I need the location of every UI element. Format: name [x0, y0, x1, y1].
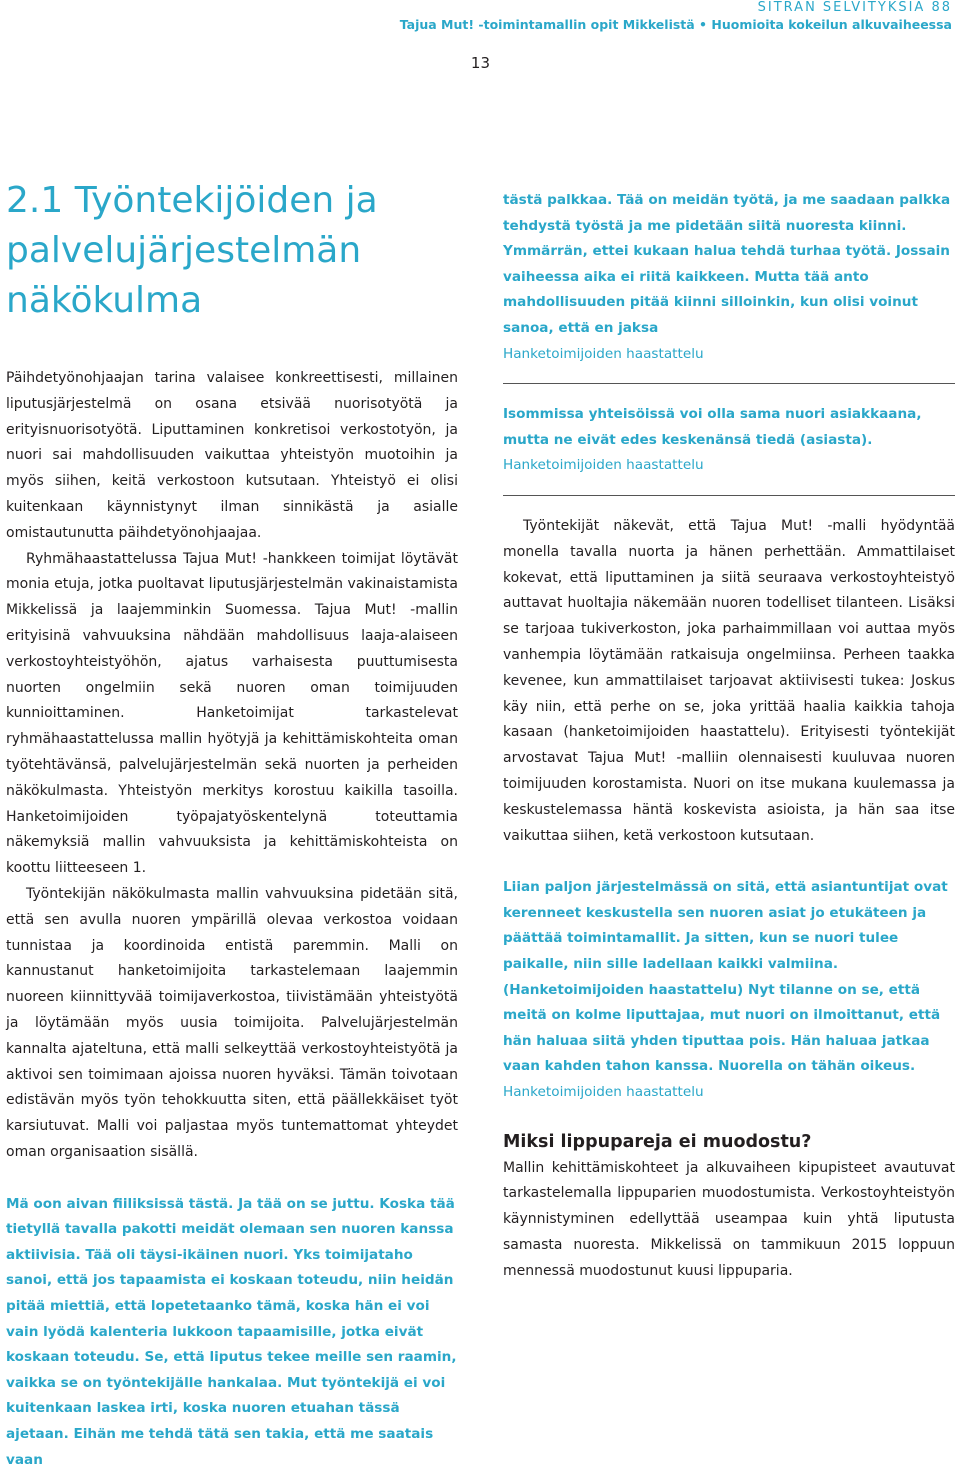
right-column — [503, 188, 955, 1285]
series-title: SITRAN SELVITYKSIÄ 88 — [757, 0, 952, 15]
spacer — [6, 1166, 458, 1192]
quote-source: Hanketoimijoiden haastattelu — [503, 457, 704, 474]
interview-quote: Isommissa yhteisöissä voi olla sama nuori asiakkaana, mutta ne eivät edes keskenänsä tiedä (asiasta). — [503, 406, 922, 448]
section-title: 2.1 Työntekijöiden ja palvelujärjestelmän näkökulma — [6, 180, 378, 321]
page-number: 13 — [470, 54, 490, 72]
divider — [503, 495, 955, 496]
quote-source: Hanketoimijoiden haastattelu — [503, 1084, 704, 1101]
left-column — [6, 176, 458, 1473]
paragraph-flag-pairs: Mallin kehittämiskohteet ja alkuvaiheen kipupisteet avautuvat tarkastelemalla lippuparien muodostumista. Verkostoyhteistyön käynnistyminen edellyttää useampaa kuin yhtä liputusta samasta nuoresta. Mikkelissä on tammikuun 2015 loppuun mennessä muodostunut kuusi lippuparia. — [503, 1159, 955, 1279]
paragraph-family-perspective: Työntekijät näkevät, että Tajua Mut! -malli hyödyntää monella tavalla nuorta ja hänen perhettään. Ammattilaiset kokevat, että liputtaminen ja siitä seuraava verkostoyhteistyö auttavat huoltajia näkemään nuoren todelliset tilanteen. Lisäksi se tarjoaa tukiverkoston, joka parhaimmillaan voi auttaa myös vanhempia löytämään ratkaisuja ongelmiinsa. Perheen taakka kevenee, kun ammattilaiset tarjoavat aktiivisesti tukea: Joskus käy niin, että perhe on se, joka yrittää haalia kaikkia tahoja kasaan (hanketoimijoiden haastattelu). Erityisesti työntekijät arvostavat Tajua Mut! -malliin olennaisesti kuuluvaa nuoren toimijuuden korostamista. Nuori on itse mukana kuulemassa ja keskustelemassa häntä koskevista asioista, ja hän saa itse vaikuttaa siihen, ketä verkostoon kutsutaan. — [503, 517, 955, 844]
subsection-heading: Miksi lippupareja ei muodostu? — [503, 1131, 812, 1152]
quote-source: Hanketoimijoiden haastattelu — [503, 345, 704, 362]
paragraph-worker-perspective: Työntekijän näkökulmasta mallin vahvuuksina pidetään sitä, että sen avulla nuoren ympärillä olevaa verkostoa voidaan tunnistaa ja koordinoida entistä paremmin. Malli on kannustanut hanketoimijoita tarkastelemaan laajemmin nuoreen kiinnittyvää toimijaverkostoa, tiivistämään yhteistyötä ja löytämään myös uusia toimijoita. Palvelujärjestelmän kannalta ajateltuna, että malli selkeyttää verkostoyhteistyötä ja aktivoi sen toimimaan ajoissa nuoren hyväksi. Tämän toivotaan edistävän myös työn tehokkuutta siten, että päällekkäiset työt karsiutuvat. Malli voi paljastaa myös tuntemattomat yhteydet oman organisaation sisällä. — [6, 885, 458, 1160]
interview-quote-continued: tästä palkkaa. Tää on meidän työtä, ja me saadaan palkka tehdystä työstä ja me pidetään siitä nuoresta kiinni. Ymmärrän, ettei kukaan halua tehdä turhaa työtä. Jossain vaiheessa aika ei riitä kaikkeen. Mutta tää anto mahdollisuuden pitää kiinni silloinkin, kun olisi voinut sanoa, että en jaksa — [503, 192, 951, 336]
divider — [503, 383, 955, 384]
spacer — [503, 849, 955, 875]
paragraph-group-interview: Ryhmähaastattelussa Tajua Mut! -hankkeen toimijat löytävät monia etuja, jotka puoltavat liputusjärjestelmän vakinaistamista Mikkelissä ja laajemminkin Suomessa. Tajua Mut! -mallin erityisinä vahvuuksina nähdään mahdollisuus laaja-alaiseen verkostoyhteistyöhön, ajatus varhaisesta puuttumisesta nuorten ongelmiin sekä nuoren oman toimijuuden kunnioittaminen. Hanketoimijat tarkastelevat ryhmähaastattelussa mallin hyötyjä ja kehittämiskohteita oman työtehtävänsä, palvelujärjestelmän sekä nuorten ja perheiden näkökulmasta. Yhteistyön merkitys korostuu kaikilla tasoilla. Hanketoimijoiden työpajatyöskentelynä toteuttamia näkemyksiä mallin vahvuuksista ja kehittämiskohteista on koottu liitteeseen 1. — [6, 550, 458, 877]
running-head: Tajua Mut! -toimintamallin opit Mikkelistä • Huomioita kokeilun alkuvaiheessa — [399, 17, 952, 32]
spacer — [503, 1106, 955, 1132]
interview-quote: Mä oon aivan fiiliksissä tästä. Ja tää on se juttu. Koska tää tietyllä tavalla pakotti meidät olemaan sen nuoren kanssa aktiivisia. Tää oli täysi-ikäinen nuori. Yks toimijataho sanoi, että jos tapaamista ei koskaan toteudu, niin heidän pitää miettiä, että lopetetaanko tämä, koska hän ei voi vain lyödä kalenteria lukkoon tapaamisille, jotka eivät koskaan toteudu. Se, että liputus tekee meille sen raamin, vaikka se on työntekijälle hankalaa. Mut työntekijä ei voi kuitenkaan laskea irti, koska nuoren etuahan tässä ajetaan. Eihän me tehdä tätä sen takia, että me saatais vaan — [6, 1195, 457, 1468]
paragraph-intro: Päihdetyönohjaajan tarina valaisee konkreettisesti, millainen liputusjärjestelmä on osana etsivää nuorisotyötä ja erityisnuorisotyötä. Liputtaminen konkretisoi verkostotyön, ja nuori sai mahdollisuuden vaikuttaa yhteistyön muotoihin ja myös siihen, keitä verkostoon kutsutaan. Yhteistyö ei olisi kuitenkaan käynnistynyt ilman sinnikästä ja asialle omistautunutta päihdetyönohjaajaa. — [6, 370, 458, 541]
interview-quote: Liian paljon järjestelmässä on sitä, että asiantuntijat ovat kerenneet keskustella sen nuoren asiat jo etukäteen ja päättää toimintamallit. Ja sitten, kun se nuori tulee paikalle, niin sille ladellaan kaikki valmiina. (Hanketoimijoiden haastattelu) Nyt tilanne on se, että meitä on kolme liputtajaa, mut nuori on ilmoittanut, että hän haluaa siitä yhden tiputtaa pois. Hän haluaa jatkaa vaan kahden tahon kanssa. Nuorella on tähän oikeus. — [503, 879, 948, 1075]
